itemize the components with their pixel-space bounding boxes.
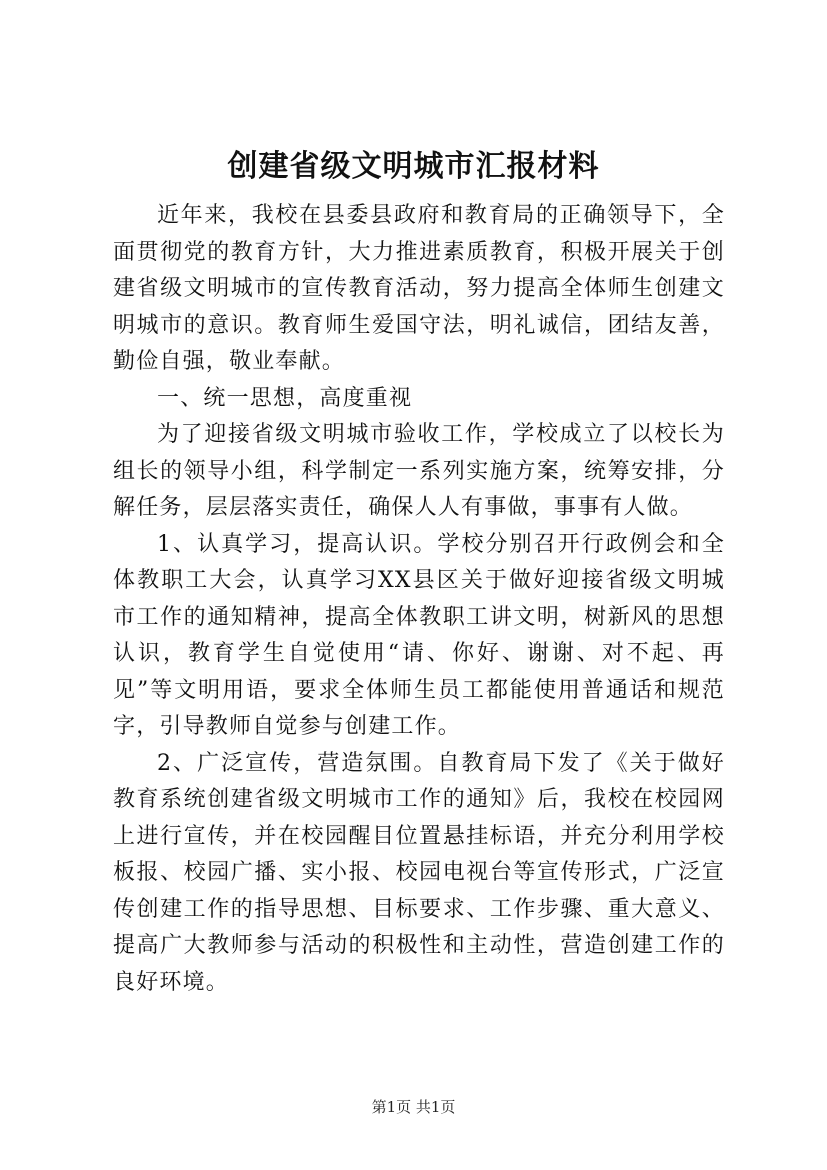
paragraph-leadership: 为了迎接省级文明城市验收工作，学校成立了以校长为组长的领导小组，科学制定一系列实施方案，统筹安排，分解任务，层层落实责任，确保人人有事做，事事有人做。 [113, 422, 725, 520]
paragraph-intro: 近年来，我校在县委县政府和教育局的正确领导下，全面贯彻党的教育方针，大力推进素质教育，积极开展关于创建省级文明城市的宣传教育活动，努力提高全体师生创建文明城市的意识。教育师生爱国守法，明礼诚信，团结友善，勤俭自强，敬业奉献。 [113, 203, 725, 374]
paragraph-study: 1、认真学习，提高认识。学校分别召开行政例会和全体教职工大会，认真学习XX县区关于做好迎接省级文明城市工作的通知精神，提高全体教职工讲文明，树新风的思想认识，教育学生自觉使用“请、你好、谢谢、对不起、再见”等文明用语，要求全体师生员工都能使用普通话和规范字，引导教师自觉参与创建工作。 [113, 531, 725, 739]
document-title: 创建省级文明城市汇报材料 [227, 149, 600, 184]
document-body [113, 198, 725, 1001]
page-number-footer: 第1页 共1页 [371, 1098, 456, 1116]
section-heading: 一、统一思想，高度重视 [157, 385, 413, 411]
paragraph-publicity: 2、广泛宣传，营造氛围。自教育局下发了《关于做好教育系统创建省级文明城市工作的通知》后，我校在校园网上进行宣传，并在校园醒目位置悬挂标语，并充分利用学校板报、校园广播、实小报、校园电视台等宣传形式，广泛宣传创建工作的指导思想、目标要求、工作步骤、重大意义、提高广大教师参与活动的积极性和主动性，营造创建工作的良好环境。 [113, 750, 725, 995]
